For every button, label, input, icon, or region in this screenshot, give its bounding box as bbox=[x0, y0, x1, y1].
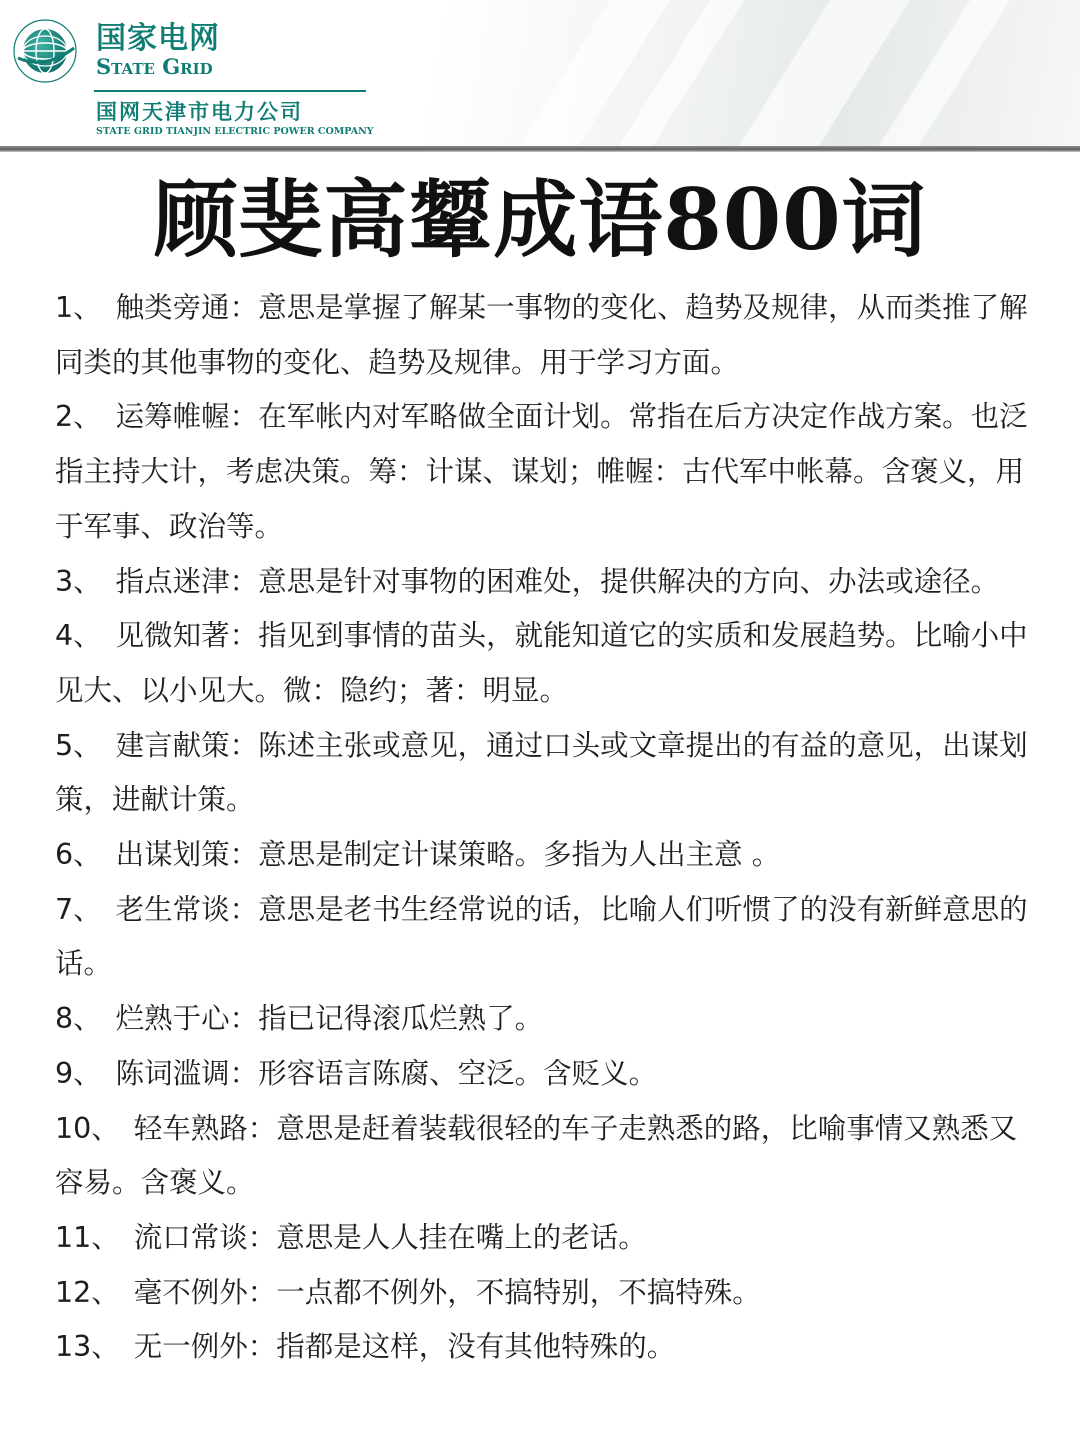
list-item bbox=[55, 1320, 1030, 1375]
company-name-en: STATE GRID TIANJIN ELECTRIC POWER COMPANY bbox=[96, 126, 374, 137]
item-number: 5、 bbox=[55, 728, 102, 762]
item-number: 3、 bbox=[55, 564, 102, 598]
item-text: 触类旁通：意思是掌握了解某一事物的变化、趋势及规律，从而类推了解同类的其他事物的变化、趋势及规律。用于学习方面。 bbox=[55, 291, 1028, 379]
logo-divider bbox=[94, 90, 366, 92]
item-number: 6、 bbox=[55, 838, 102, 872]
list-item bbox=[55, 1047, 1030, 1102]
list-item bbox=[55, 1266, 1030, 1321]
list-item bbox=[55, 828, 1030, 883]
item-text: 老生常谈：意思是老书生经常说的话，比喻人们听惯了的没有新鲜意思的话。 bbox=[55, 892, 1028, 981]
list-item bbox=[55, 1102, 1030, 1211]
list-item bbox=[55, 609, 1030, 718]
list-item bbox=[55, 390, 1030, 554]
brand-name-en: State Grid bbox=[96, 54, 213, 79]
item-text: 见微知著：指见到事情的苗头，就能知道它的实质和发展趋势。比喻小中见大、以小见大。微：隐约；著：明显。 bbox=[55, 619, 1028, 707]
list-item bbox=[55, 555, 1030, 610]
item-number: 13、 bbox=[55, 1330, 120, 1364]
item-number: 4、 bbox=[55, 619, 102, 653]
item-text: 建言献策：陈述主张或意见，通过口头或文章提出的有益的意见，出谋划策，进献计策。 bbox=[55, 728, 1028, 817]
item-text: 运筹帷幄：在军帐内对军略做全面计划。常指在后方决定作战方案。也泛指主持大计，考虑决策。筹：计谋、谋划；帷幄：古代军中帐幕。含褒义，用于军事、政治等。 bbox=[55, 400, 1028, 543]
list-item bbox=[55, 719, 1030, 828]
item-text: 毫不例外：一点都不例外，不搞特别，不搞特殊。 bbox=[133, 1275, 761, 1309]
item-number: 9、 bbox=[55, 1056, 102, 1090]
item-number: 8、 bbox=[55, 1002, 102, 1036]
item-number: 7、 bbox=[55, 892, 102, 926]
list-item bbox=[55, 883, 1030, 992]
item-text: 无一例外：指都是这样，没有其他特殊的。 bbox=[133, 1330, 676, 1364]
idiom-list bbox=[55, 281, 1030, 1375]
page-title: 顾斐高颦成语800词 bbox=[153, 170, 927, 269]
state-grid-globe-logo-icon bbox=[12, 18, 78, 84]
item-number: 1、 bbox=[55, 291, 102, 324]
company-name-cn: 国网天津市电力公司 bbox=[96, 100, 303, 124]
item-text: 流口常谈：意思是人人挂在嘴上的老话。 bbox=[133, 1220, 647, 1254]
item-text: 陈词滥调：形容语言陈腐、空泛。含贬义。 bbox=[115, 1056, 658, 1090]
item-number: 12、 bbox=[55, 1275, 120, 1309]
header-banner bbox=[0, 0, 1080, 150]
item-text: 轻车熟路：意思是赶着装载很轻的车子走熟悉的路，比喻事情又熟悉又容易。含褒义。 bbox=[55, 1111, 1018, 1200]
list-item bbox=[55, 1211, 1030, 1266]
item-number: 11、 bbox=[55, 1220, 120, 1254]
item-text: 出谋划策：意思是制定计谋策略。多指为人出主意 。 bbox=[115, 838, 781, 872]
item-number: 2、 bbox=[55, 400, 102, 434]
header-divider bbox=[0, 146, 1080, 152]
list-item bbox=[55, 992, 1030, 1047]
item-number: 10、 bbox=[55, 1111, 120, 1145]
item-text: 指点迷津：意思是针对事物的困难处，提供解决的方向、办法或途径。 bbox=[115, 564, 1000, 598]
list-item bbox=[55, 281, 1030, 390]
brand-name-cn: 国家电网 bbox=[96, 21, 220, 56]
item-text: 烂熟于心：指已记得滚瓜烂熟了。 bbox=[115, 1002, 544, 1036]
